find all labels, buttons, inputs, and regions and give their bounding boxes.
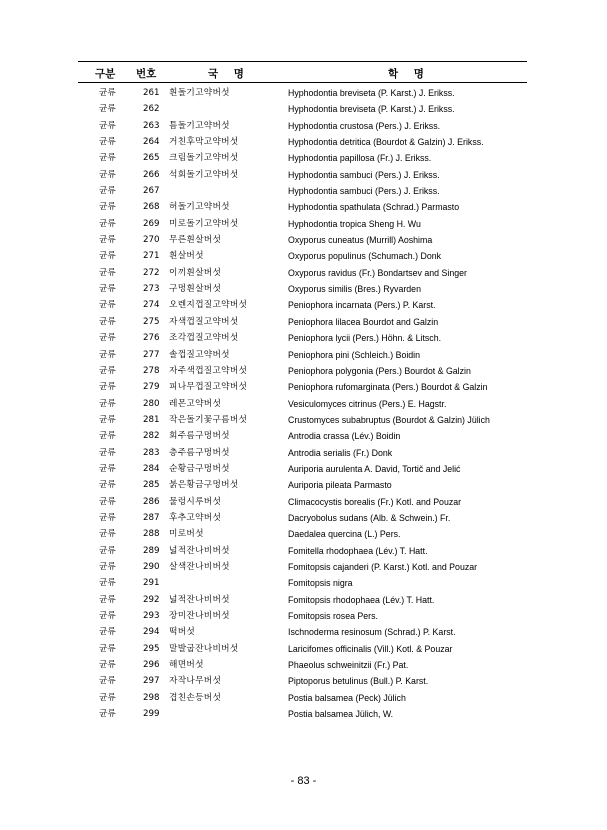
cell-scientific-name: Hyphodontia spathulata (Schrad.) Parmasto xyxy=(288,202,460,213)
table-row xyxy=(78,347,527,363)
cell-scientific-name: Postia balsamea (Peck) Jülich xyxy=(288,692,406,703)
cell-number: 289 xyxy=(143,545,160,556)
cell-scientific-name: Auriporia aurulenta A. David, Tortič and Jelić xyxy=(288,463,461,474)
cell-category: 균류 xyxy=(99,186,116,197)
cell-number: 268 xyxy=(143,202,160,213)
table-row xyxy=(78,265,527,281)
table-row xyxy=(78,232,527,248)
table-row xyxy=(78,199,527,215)
table-row xyxy=(78,85,527,101)
cell-korean-name: 무른흰살버섯 xyxy=(169,235,222,246)
cell-korean-name: 피나무껍질고약버섯 xyxy=(169,382,248,393)
cell-category: 균류 xyxy=(99,349,116,360)
table-row xyxy=(78,641,527,657)
cell-scientific-name: Laricifomes officinalis (Vill.) Kotl. & Pouzar xyxy=(288,643,453,654)
cell-scientific-name: Peniophora incarnata (Pers.) P. Karst. xyxy=(288,300,436,311)
table-row xyxy=(78,281,527,297)
cell-category: 균류 xyxy=(99,709,116,720)
cell-category: 균류 xyxy=(99,284,116,295)
cell-number: 267 xyxy=(143,186,160,197)
cell-korean-name: 석회돌기고약버섯 xyxy=(169,169,239,180)
cell-number: 294 xyxy=(143,627,160,638)
table-row xyxy=(78,706,527,722)
cell-korean-name: 솔껍질고약버섯 xyxy=(169,349,230,360)
cell-scientific-name: Daedalea quercina (L.) Pers. xyxy=(288,529,401,540)
cell-category: 균류 xyxy=(99,382,116,393)
cell-number: 272 xyxy=(143,267,160,278)
cell-korean-name: 해면버섯 xyxy=(169,660,204,671)
cell-number: 277 xyxy=(143,349,160,360)
cell-category: 균류 xyxy=(99,153,116,164)
cell-korean-name: 넓적잔나비버섯 xyxy=(169,594,230,605)
cell-number: 286 xyxy=(143,496,160,507)
table-row xyxy=(78,477,527,493)
table-row xyxy=(78,330,527,346)
cell-korean-name: 붉은황금구멍버섯 xyxy=(169,480,239,491)
header-korean-name: 국 명 xyxy=(208,68,250,80)
table-row xyxy=(78,559,527,575)
cell-number: 283 xyxy=(143,447,160,458)
cell-korean-name: 회주름구멍버섯 xyxy=(169,431,230,442)
cell-scientific-name: Hyphodontia sambuci (Pers.) J. Erikss. xyxy=(288,186,440,197)
cell-category: 균류 xyxy=(99,447,116,458)
cell-korean-name: 크림돌기고약버섯 xyxy=(169,153,239,164)
table-body xyxy=(78,85,527,722)
cell-scientific-name: Fomitella rhodophaea (Lév.) T. Hatt. xyxy=(288,545,428,556)
cell-category: 균류 xyxy=(99,414,116,425)
cell-number: 271 xyxy=(143,251,160,262)
cell-category: 균류 xyxy=(99,218,116,229)
cell-category: 균류 xyxy=(99,235,116,246)
cell-korean-name: 층주름구멍버섯 xyxy=(169,447,230,458)
table-row xyxy=(78,657,527,673)
cell-korean-name: 자작나무버섯 xyxy=(169,676,222,687)
cell-category: 균류 xyxy=(99,333,116,344)
table-row xyxy=(78,183,527,199)
cell-scientific-name: Phaeolus schweinitzii (Fr.) Pat. xyxy=(288,660,409,671)
cell-number: 273 xyxy=(143,284,160,295)
table-row xyxy=(78,575,527,591)
cell-korean-name: 자주색껍질고약버섯 xyxy=(169,365,248,376)
cell-scientific-name: Vesiculomyces citrinus (Pers.) E. Hagstr. xyxy=(288,398,447,409)
cell-number: 297 xyxy=(143,676,160,687)
cell-scientific-name: Postia balsamea Jülich, W. xyxy=(288,709,394,720)
cell-scientific-name: Antrodia serialis (Fr.) Donk xyxy=(288,447,393,458)
table-row xyxy=(78,297,527,313)
cell-scientific-name: Hyphodontia detritica (Bourdot & Galzin) J. Erikss. xyxy=(288,137,484,148)
table-header-rule xyxy=(78,82,527,83)
cell-number: 262 xyxy=(143,104,160,115)
cell-category: 균류 xyxy=(99,529,116,540)
cell-scientific-name: Antrodia crassa (Lév.) Boidin xyxy=(288,431,401,442)
cell-category: 균류 xyxy=(99,431,116,442)
table-row xyxy=(78,118,527,134)
cell-category: 균류 xyxy=(99,202,116,213)
cell-category: 균류 xyxy=(99,398,116,409)
cell-number: 298 xyxy=(143,692,160,703)
cell-category: 균류 xyxy=(99,104,116,115)
cell-category: 균류 xyxy=(99,627,116,638)
cell-scientific-name: Oxyporus cuneatus (Murrill) Aoshima xyxy=(288,235,433,246)
cell-category: 균류 xyxy=(99,643,116,654)
cell-number: 276 xyxy=(143,333,160,344)
cell-number: 269 xyxy=(143,218,160,229)
cell-category: 균류 xyxy=(99,512,116,523)
cell-korean-name: 떡버섯 xyxy=(169,627,196,638)
cell-scientific-name: Peniophora lilacea Bourdot and Galzin xyxy=(288,316,439,327)
cell-korean-name: 넓적잔나비버섯 xyxy=(169,545,230,556)
cell-korean-name: 말발굽잔나비버섯 xyxy=(169,643,239,654)
cell-scientific-name: Auriporia pileata Parmasto xyxy=(288,480,392,491)
cell-number: 270 xyxy=(143,235,160,246)
cell-number: 265 xyxy=(143,153,160,164)
cell-number: 287 xyxy=(143,512,160,523)
table-row xyxy=(78,396,527,412)
cell-category: 균류 xyxy=(99,594,116,605)
table-row xyxy=(78,167,527,183)
cell-category: 균류 xyxy=(99,300,116,311)
cell-number: 291 xyxy=(143,578,160,589)
cell-korean-name: 겹친손등버섯 xyxy=(169,692,222,703)
cell-number: 266 xyxy=(143,169,160,180)
table-row xyxy=(78,543,527,559)
cell-korean-name: 살색잔나비버섯 xyxy=(169,561,230,572)
cell-category: 균류 xyxy=(99,88,116,98)
cell-korean-name: 자색껍질고약버섯 xyxy=(169,316,239,327)
cell-korean-name: 오렌지껍질고약버섯 xyxy=(169,300,248,311)
table-top-rule xyxy=(78,61,527,62)
cell-category: 균류 xyxy=(99,676,116,687)
cell-scientific-name: Hyphodontia breviseta (P. Karst.) J. Erikss. xyxy=(288,104,455,115)
cell-number: 295 xyxy=(143,643,160,654)
cell-scientific-name: Oxyporus ravidus (Fr.) Bondartsev and Singer xyxy=(288,267,467,278)
cell-scientific-name: Crustomyces subabruptus (Bourdot & Galzin) Jülich xyxy=(288,414,490,425)
cell-scientific-name: Fomitopsis rosea Pers. xyxy=(288,611,378,621)
table-row xyxy=(78,379,527,395)
cell-korean-name: 조각껍질고약버섯 xyxy=(169,333,239,344)
cell-scientific-name: Hyphodontia breviseta (P. Karst.) J. Erikss. xyxy=(288,88,455,98)
header-category: 구분 xyxy=(95,68,116,80)
table-row xyxy=(78,624,527,640)
cell-scientific-name: Climacocystis borealis (Fr.) Kotl. and Pouzar xyxy=(288,496,462,507)
cell-scientific-name: Fomitopsis rhodophaea (Lév.) T. Hatt. xyxy=(288,594,435,605)
cell-number: 293 xyxy=(143,611,160,621)
cell-korean-name: 구멍흰살버섯 xyxy=(169,284,222,295)
table-row xyxy=(78,510,527,526)
cell-category: 균류 xyxy=(99,545,116,556)
table-row xyxy=(78,526,527,542)
table-row xyxy=(78,445,527,461)
cell-korean-name: 허돌기고약버섯 xyxy=(169,202,230,213)
cell-number: 292 xyxy=(143,594,160,605)
cell-scientific-name: Peniophora rufomarginata (Pers.) Bourdot & Galzin xyxy=(288,382,488,393)
header-scientific-name: 학 명 xyxy=(388,68,430,80)
page-number: - 83 - xyxy=(290,775,317,787)
table-row xyxy=(78,248,527,264)
cell-korean-name: 틈돌기고약버섯 xyxy=(169,120,230,131)
cell-korean-name: 미로돌기고약버섯 xyxy=(169,218,239,229)
cell-category: 균류 xyxy=(99,267,116,278)
cell-number: 296 xyxy=(143,660,160,671)
cell-category: 균류 xyxy=(99,251,116,262)
cell-category: 균류 xyxy=(99,365,116,376)
table-row xyxy=(78,150,527,166)
cell-number: 288 xyxy=(143,529,160,540)
cell-category: 균류 xyxy=(99,496,116,507)
header-number: 번호 xyxy=(136,68,157,80)
cell-category: 균류 xyxy=(99,578,116,589)
table-row xyxy=(78,412,527,428)
cell-category: 균류 xyxy=(99,692,116,703)
cell-number: 282 xyxy=(143,431,160,442)
cell-scientific-name: Piptoporus betulinus (Bull.) P. Karst. xyxy=(288,676,429,687)
cell-category: 균류 xyxy=(99,169,116,180)
cell-number: 284 xyxy=(143,463,160,474)
cell-scientific-name: Hyphodontia sambuci (Pers.) J. Erikss. xyxy=(288,169,440,180)
cell-scientific-name: Hyphodontia papillosa (Fr.) J. Erikss. xyxy=(288,153,432,164)
cell-korean-name: 미로버섯 xyxy=(169,529,204,540)
cell-number: 264 xyxy=(143,137,160,148)
table-row xyxy=(78,494,527,510)
cell-number: 261 xyxy=(143,88,160,98)
table-row xyxy=(78,428,527,444)
cell-number: 290 xyxy=(143,561,160,572)
cell-number: 299 xyxy=(143,709,160,720)
table-row xyxy=(78,608,527,624)
table-row xyxy=(78,101,527,117)
table-row xyxy=(78,592,527,608)
cell-korean-name: 레몬고약버섯 xyxy=(169,398,222,409)
cell-korean-name: 후추고약버섯 xyxy=(169,512,222,523)
table-row xyxy=(78,134,527,150)
cell-korean-name: 물렁시루버섯 xyxy=(169,496,222,507)
cell-scientific-name: Ischnoderma resinosum (Schrad.) P. Karst. xyxy=(288,627,456,638)
cell-scientific-name: Fomitopsis cajanderi (P. Karst.) Kotl. and Pouzar xyxy=(288,561,478,572)
cell-number: 280 xyxy=(143,398,160,409)
table-header xyxy=(78,64,527,82)
cell-scientific-name: Oxyporus similis (Bres.) Ryvarden xyxy=(288,284,421,295)
cell-category: 균류 xyxy=(99,137,116,148)
cell-category: 균류 xyxy=(99,561,116,572)
cell-number: 285 xyxy=(143,480,160,491)
cell-number: 275 xyxy=(143,316,160,327)
cell-scientific-name: Dacryobolus sudans (Alb. & Schwein.) Fr. xyxy=(288,512,451,523)
cell-scientific-name: Oxyporus populinus (Schumach.) Donk xyxy=(288,251,442,262)
cell-number: 278 xyxy=(143,365,160,376)
cell-korean-name: 이끼흰살버섯 xyxy=(169,267,222,278)
table-row xyxy=(78,461,527,477)
cell-korean-name: 거친후막고약버섯 xyxy=(169,137,239,148)
cell-korean-name: 장미잔나비버섯 xyxy=(169,611,230,621)
table-row xyxy=(78,690,527,706)
cell-scientific-name: Fomitopsis nigra xyxy=(288,578,353,589)
cell-korean-name: 순황금구멍버섯 xyxy=(169,463,230,474)
table-row xyxy=(78,216,527,232)
cell-number: 274 xyxy=(143,300,160,311)
cell-scientific-name: Peniophora pini (Schleich.) Boidin xyxy=(288,349,421,360)
cell-scientific-name: Hyphodontia crustosa (Pers.) J. Erikss. xyxy=(288,120,441,131)
table-row xyxy=(78,363,527,379)
cell-category: 균류 xyxy=(99,611,116,621)
cell-category: 균류 xyxy=(99,120,116,131)
cell-scientific-name: Peniophora polygonia (Pers.) Bourdot & Galzin xyxy=(288,365,471,376)
cell-korean-name: 흰살버섯 xyxy=(169,251,204,262)
cell-scientific-name: Hyphodontia tropica Sheng H. Wu xyxy=(288,218,421,229)
table-row xyxy=(78,314,527,330)
cell-number: 281 xyxy=(143,414,160,425)
cell-korean-name: 흰돌기고약버섯 xyxy=(169,88,230,98)
cell-category: 균류 xyxy=(99,480,116,491)
cell-scientific-name: Peniophora lycii (Pers.) Höhn. & Litsch. xyxy=(288,333,442,344)
cell-korean-name: 작은돌기꽃구름버섯 xyxy=(169,414,248,425)
cell-category: 균류 xyxy=(99,660,116,671)
cell-category: 균류 xyxy=(99,463,116,474)
table-row xyxy=(78,673,527,689)
cell-number: 263 xyxy=(143,120,160,131)
cell-number: 279 xyxy=(143,382,160,393)
cell-category: 균류 xyxy=(99,316,116,327)
